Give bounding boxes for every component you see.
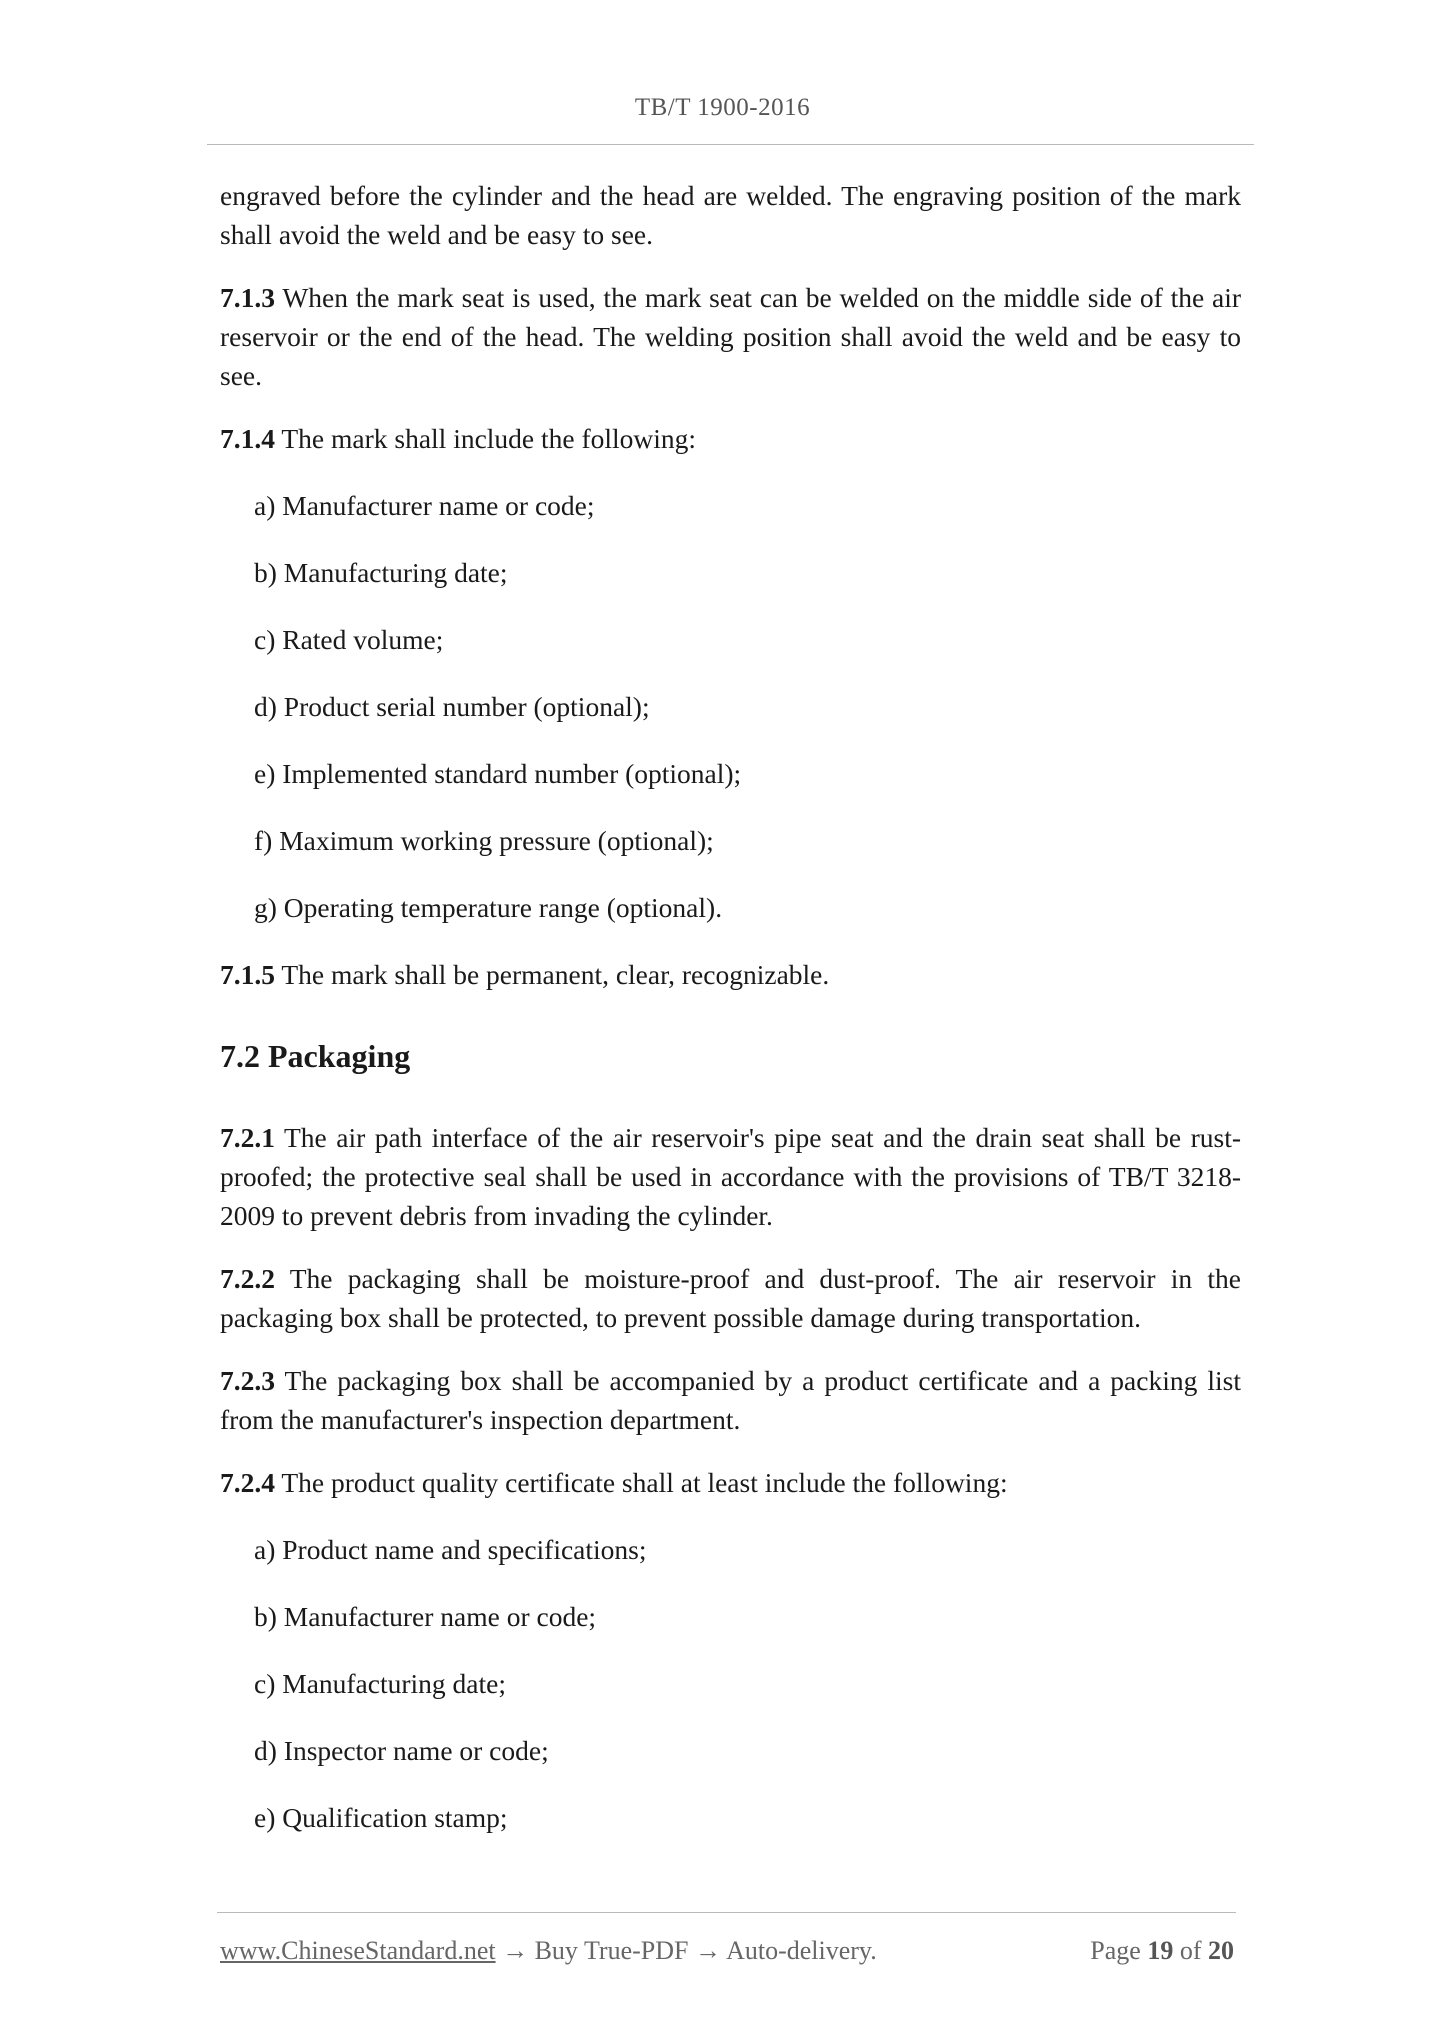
page-number [1090, 1934, 1234, 1968]
list-item: d) Inspector name or code; [254, 1735, 549, 1766]
clause-7-2-3 [220, 1361, 1241, 1439]
list-item: c) Rated volume; [254, 624, 444, 655]
clause-text: When the mark seat is used, the mark seat can be welded on the middle side of the air reservoir or the end of the head. The welding position shall avoid the weld and be easy to see. [220, 282, 1241, 391]
clause-number: 7.1.5 [220, 959, 275, 990]
clause-number: 7.1.3 [220, 282, 275, 313]
continuation-text: engraved before the cylinder and the head are welded. The engraving position of the mark shall avoid the weld and be easy to see. [220, 180, 1241, 250]
list-item: g) Operating temperature range (optional). [254, 892, 723, 923]
list-item: e) Implemented standard number (optional); [254, 758, 742, 789]
list-item: e) Qualification stamp; [254, 1802, 508, 1833]
clause-text: The mark shall be permanent, clear, recognizable. [275, 959, 830, 990]
clause-text: The air path interface of the air reservoir's pipe seat and the drain seat shall be rust-proofed; the protective seal shall be used in accordance with the provisions of TB/T 3218-2009 to prevent debris from invading the cylinder. [220, 1122, 1241, 1231]
clause-text: The product quality certificate shall at least include the following: [275, 1467, 1008, 1498]
continuation-paragraph [220, 176, 1241, 254]
buy-text: Buy True-PDF [528, 1936, 695, 1965]
clause-text: The packaging box shall be accompanied by a product certificate and a packing list from the manufacturer's inspection department. [220, 1365, 1241, 1435]
page-current: 19 [1147, 1936, 1174, 1965]
footer-divider [217, 1912, 1236, 1913]
clause-7-1-4 [220, 419, 1241, 458]
list-item: c) Manufacturing date; [254, 1668, 506, 1699]
footer-promo [220, 1934, 877, 1968]
page-total: 20 [1208, 1936, 1234, 1965]
document-body [220, 176, 1241, 1837]
list-item: a) Product name and specifications; [254, 1534, 647, 1565]
page-header: TB/T 1900-2016 [634, 94, 811, 121]
page-of: of [1173, 1936, 1208, 1965]
clause-text: The packaging shall be moisture-proof and dust-proof. The air reservoir in the packaging box shall be protected, to prevent possible damage during transportation. [220, 1263, 1241, 1333]
list-item: d) Product serial number (optional); [254, 691, 650, 722]
list-item: a) Manufacturer name or code; [254, 490, 595, 521]
clause-number: 7.2.3 [220, 1365, 275, 1396]
clause-text: The mark shall include the following: [275, 423, 697, 454]
header-divider [207, 144, 1254, 145]
clause-7-2-4 [220, 1463, 1241, 1502]
section-heading: 7.2 Packaging [220, 1038, 411, 1074]
clause-7-1-5 [220, 955, 1241, 994]
clause-7-1-3 [220, 278, 1241, 395]
clause-number: 7.2.1 [220, 1122, 275, 1153]
clause-7-2-1 [220, 1118, 1241, 1235]
clause-7-2-2 [220, 1259, 1241, 1337]
arrow-right-icon: → [502, 1936, 529, 1965]
clause-number: 7.2.4 [220, 1467, 275, 1498]
page-label: Page [1090, 1936, 1148, 1965]
arrow-right-icon: → [695, 1936, 721, 1965]
list-item: b) Manufacturing date; [254, 557, 508, 588]
clause-number: 7.2.2 [220, 1263, 275, 1294]
list-item: b) Manufacturer name or code; [254, 1601, 597, 1632]
delivery-text: Auto-delivery. [721, 1936, 877, 1965]
clause-number: 7.1.4 [220, 423, 275, 454]
list-item: f) Maximum working pressure (optional); [254, 825, 714, 856]
website-link[interactable]: www.ChineseStandard.net [220, 1936, 496, 1965]
